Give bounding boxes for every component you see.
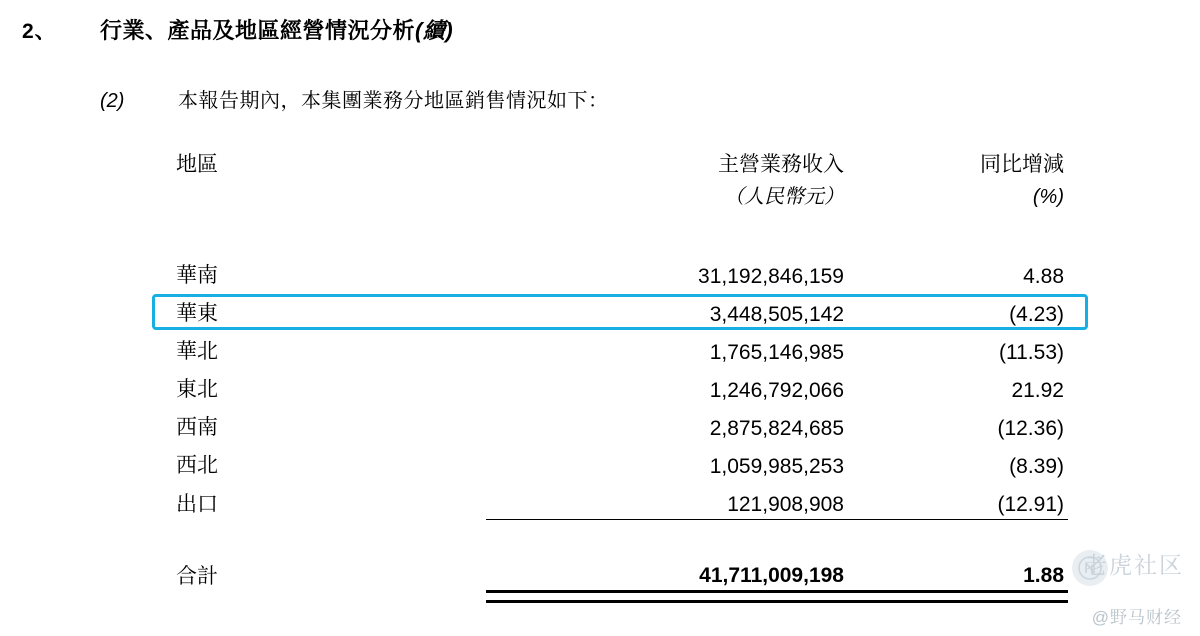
cell-region: 東北 <box>176 378 218 401</box>
section-title-continued: (續) <box>415 18 454 43</box>
section-title <box>100 14 453 45</box>
table-row <box>176 481 1068 520</box>
watermark-brand: 老虎社区 <box>1084 552 1184 578</box>
section-title-text: 行業、產品及地區經營情況分析 <box>100 18 416 43</box>
cell-revenue: 3,448,505,142 <box>709 303 844 326</box>
cell-change: (12.91) <box>997 493 1064 516</box>
unit-region-blank <box>176 180 486 215</box>
region-sales-table-wrapper <box>176 148 1068 603</box>
unit-revenue: （人民幣元） <box>724 186 844 208</box>
subsection-label: (2) <box>100 90 125 112</box>
cell-total-label: 合計 <box>176 564 218 588</box>
table-row <box>176 405 1068 443</box>
cell-total-change: 1.88 <box>1023 564 1064 587</box>
unit-change: (%) <box>1032 186 1064 208</box>
cell-revenue: 1,765,146,985 <box>709 341 844 364</box>
watermark-bottom: @野马财经 <box>1091 608 1182 627</box>
table-spacer-row <box>176 215 1068 253</box>
table-total-row <box>176 548 1068 592</box>
table-unit-row <box>176 180 1068 215</box>
cell-revenue: 31,192,846,159 <box>698 265 844 288</box>
table-row <box>176 367 1068 405</box>
table-header-row <box>176 148 1068 180</box>
cell-change: (8.39) <box>1009 455 1064 478</box>
section-heading <box>22 14 1122 45</box>
cell-region: 華北 <box>176 340 218 363</box>
cell-change: (4.23) <box>1009 303 1064 326</box>
cell-revenue: 2,875,824,685 <box>709 417 844 440</box>
cell-change: (12.36) <box>997 417 1064 440</box>
cell-revenue: 1,059,985,253 <box>709 455 844 478</box>
header-region: 地區 <box>176 153 218 176</box>
cell-region: 華南 <box>176 264 218 287</box>
cell-total-revenue: 41,711,009,198 <box>699 564 844 587</box>
table-gap-row <box>176 522 1068 548</box>
subsection-text: 本報告期內，本集團業務分地區銷售情況如下： <box>178 90 609 112</box>
cell-region: 西北 <box>176 454 218 477</box>
header-revenue: 主營業務收入 <box>718 153 844 176</box>
table-row-highlighted <box>176 291 1068 329</box>
table-row <box>176 253 1068 291</box>
section-number: 2、 <box>22 20 57 43</box>
cell-region: 出口 <box>176 492 218 516</box>
subsection-paragraph <box>100 84 609 113</box>
cell-change: 21.92 <box>1011 379 1064 402</box>
cell-region: 西南 <box>176 416 218 439</box>
table-total-double-rule <box>176 592 1068 602</box>
cell-change: (11.53) <box>999 341 1064 364</box>
region-sales-table <box>176 148 1068 603</box>
table-row <box>176 329 1068 367</box>
cell-region: 華東 <box>176 302 218 325</box>
cell-revenue: 121,908,908 <box>727 493 844 516</box>
cell-change: 4.88 <box>1023 265 1064 288</box>
cell-revenue: 1,246,792,066 <box>709 379 844 402</box>
table-row <box>176 443 1068 481</box>
header-change: 同比增減 <box>980 153 1064 176</box>
